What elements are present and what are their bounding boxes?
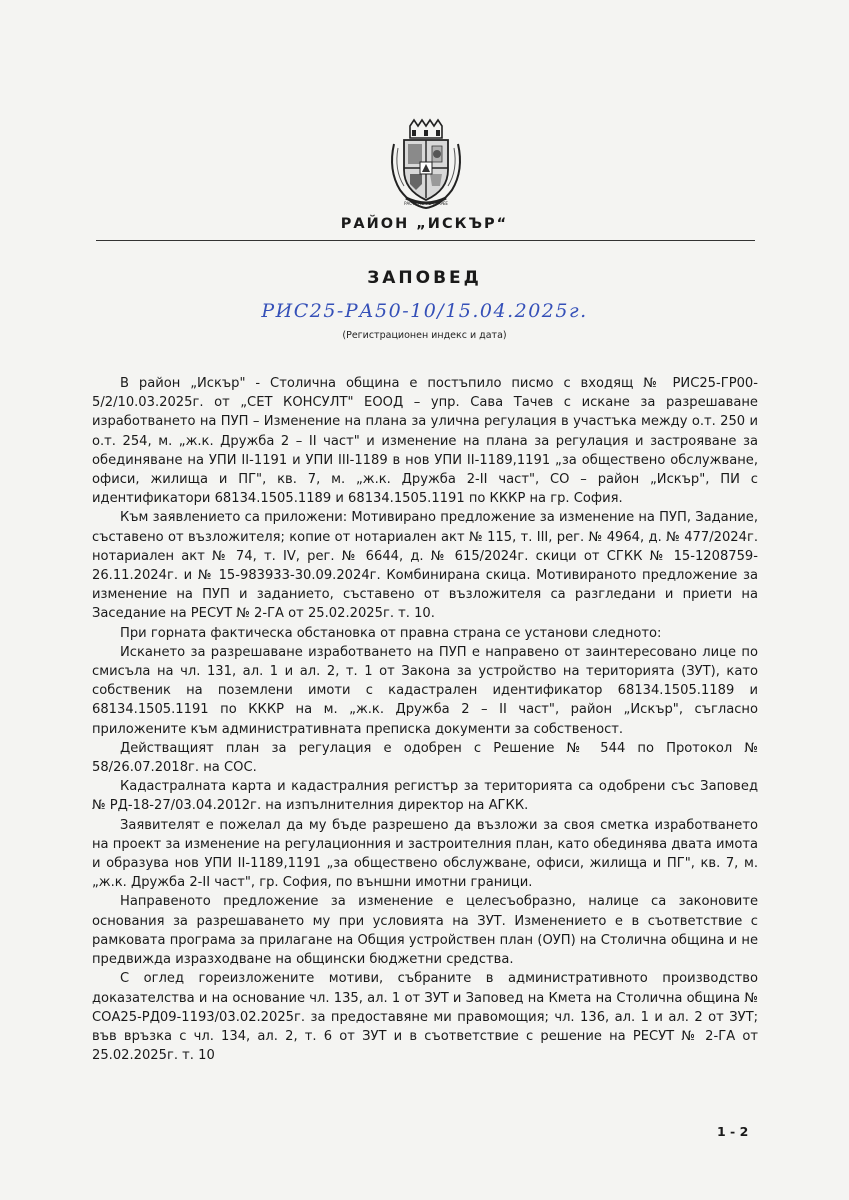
page-number: 1 - 2 xyxy=(717,1124,749,1139)
paragraph: Искането за разрешаване изработването на ПУП е направено от заинтересовано лице по смисъла на чл. 131, ал. 1 и ал. 2, т. 1 от Закона за устройство на територията (ЗУТ), като собственик на поземлени имоти с кадастрален идентификатор 68134.1505.1189 и 68134.1505.1191 по КККР на м. „ж.к. Дружба 2 – II част", район „Искър", съгласно приложените към административната преписка документи за собственост. xyxy=(92,644,758,737)
district-name: РАЙОН „ИСКЪР“ xyxy=(340,216,509,232)
registration-index-handwritten: РИС25-РА50-10/15.04.2025г. xyxy=(261,300,588,322)
document-title: ЗАПОВЕД xyxy=(367,268,482,288)
paragraph: При горната фактическа обстановка от правна страна се установи следното: xyxy=(120,625,662,641)
paragraph: Кадастралната карта и кадастралния регистър за територията са одобрени със Заповед № РД-18-27/03.04.2012г. на изпълнителния директор на АГКК. xyxy=(92,779,758,814)
paragraph: В район „Искър" - Столична община е постъпило писмо с входящ № РИС25-ГР00-5/2/10.03.2025г. от „СЕТ КОНСУЛТ" ЕООД – упр. Сава Тачев с искане за разрешаване изработването на ПУП – Изменение на плана за улична регулация в участъка между о.т. 250 и о.т. 254, м. „ж.к. Дружба 2 – II част" и изменение на плана за регулация и застрояване за обединяване на УПИ II-1191 и УПИ III-1189 в нов УПИ II-1189,1191 „за обществено обслужване, офиси, жилища и ПГ", кв. 7, м. „ж.к. Дружба 2-II част", СО – район „Искър", ПИ с идентификатори 68134.1505.1189 и 68134.1505.1191 по КККР на гр. София. xyxy=(92,376,758,507)
registration-caption: (Регистрационен индекс и дата) xyxy=(342,330,507,341)
header-divider xyxy=(96,240,755,241)
document-body xyxy=(92,374,758,1065)
paragraph: Действащият план за регулация е одобрен с Решение № 544 по Протокол № 58/26.07.2018г. на СОС. xyxy=(92,740,758,776)
sofia-coat-of-arms-icon xyxy=(384,118,468,210)
paragraph: Към заявлението са приложени: Мотивирано предложение за изменение на ПУП, Задание, съставено от възложителя; копие от нотариален акт № 115, т. III, рег. № 4964, д. № 477/2024г. нотариален акт № 74, т. IV, рег. № 6644, д. № 615/2024г. скици от СГКК № 15-1208759-26.11.2024г. и № 15-983933-30.09.2024г. Комбинирана скица. Мотивираното предложение за изменение на ПУП и заданието, съставено от възложителя са разгледани и приети на Заседание на РЕСУТ № 2-ГА от 25.02.2025г. т. 10. xyxy=(92,510,758,622)
svg-text:РАСТЕ НО НЕ СТАРЕЕ: РАСТЕ НО НЕ СТАРЕЕ xyxy=(404,201,448,206)
paragraph: Заявителят е пожелал да му бъде разрешено да възложи за своя сметка изработването на проект за изменение на регулационния и застроителния план, като обединява двата имота и образува нов УПИ II-1189,1191 „за обществено обслужване, офиси, жилища и ПГ", кв. 7, м. „ж.к. Дружба 2-II част", гр. София, по външни имотни граници. xyxy=(92,817,758,891)
paragraph: С оглед гореизложените мотиви, събраните в административното производство доказателства и на основание чл. 135, ал. 1 от ЗУТ и Заповед на Кмета на Столична община № СОА25-РД09-1193/03.02.2025г. за предоставяне ми правомощия; чл. 136, ал. 1 и ал. 2 от ЗУТ; във връзка с чл. 134, ал. 2, т. 6 от ЗУТ и в съответствие с решение на РЕСУТ № 2-ГА от 25.02.2025г. т. 10 xyxy=(92,971,758,1064)
paragraph: Направеното предложение за изменение е целесъобразно, налице са законовите основания за разрешаването му при условията на ЗУТ. Изменението е в съответствие с рамковата програма за прилагане на Общия устройствен план (ОУП) на Столична община и не предвижда изразходване на общински бюджетни средства. xyxy=(92,894,758,968)
